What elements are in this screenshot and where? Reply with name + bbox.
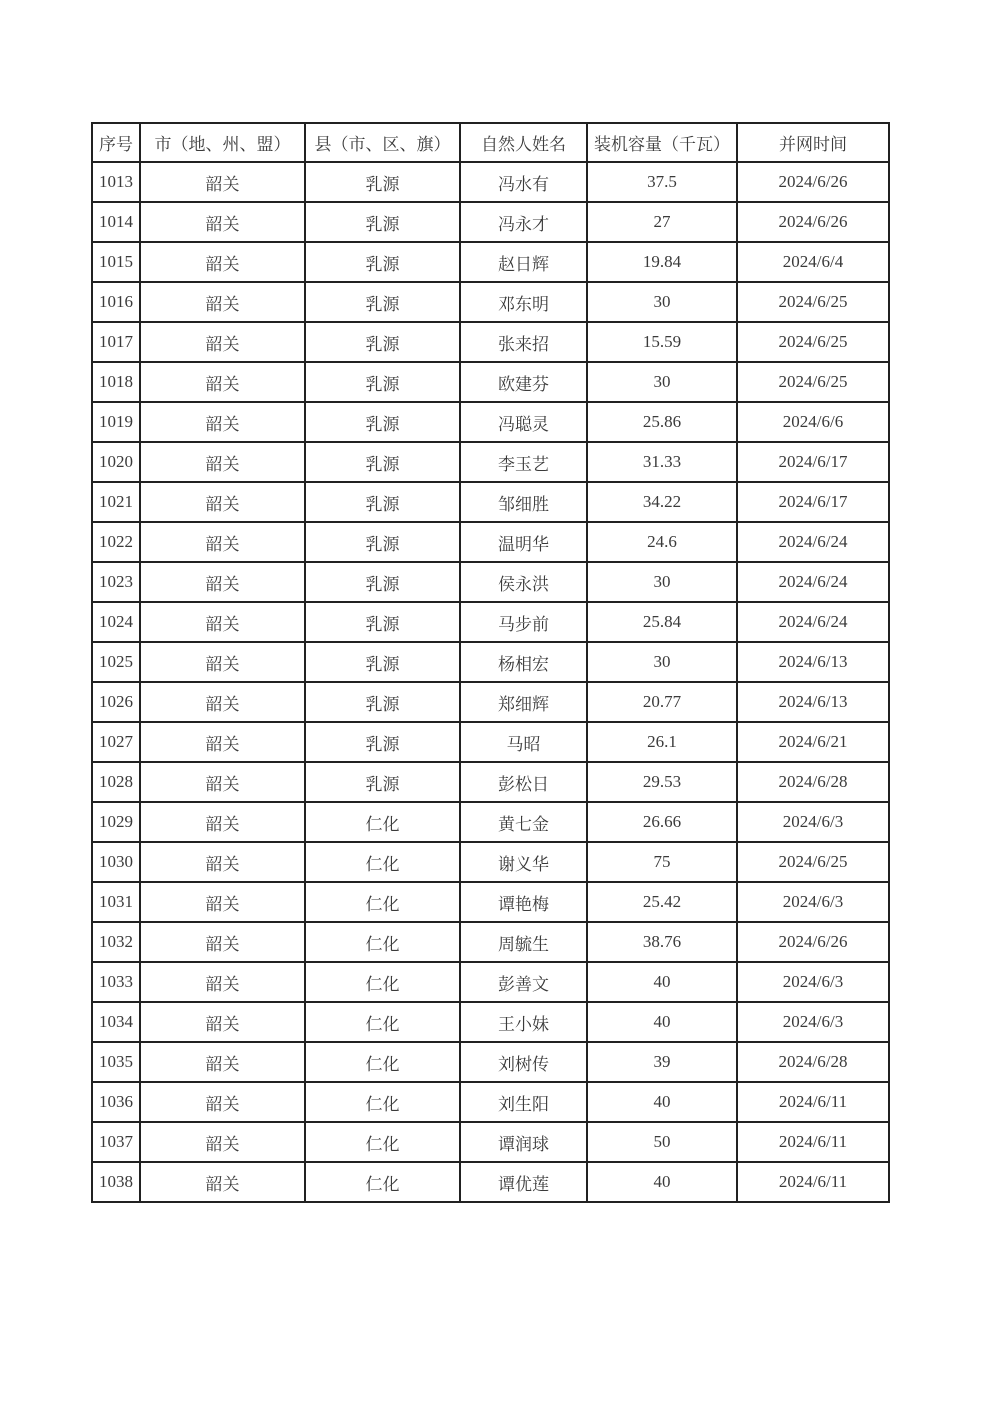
cell-grid-date: 2024/6/24 <box>737 602 889 642</box>
cell-person-name: 黄七金 <box>460 802 587 842</box>
cell-person-name: 彭善文 <box>460 962 587 1002</box>
cell-capacity-kw: 75 <box>587 842 737 882</box>
cell-capacity-kw: 39 <box>587 1042 737 1082</box>
cell-person-name: 邹细胜 <box>460 482 587 522</box>
cell-city: 韶关 <box>140 282 305 322</box>
cell-serial-number: 1035 <box>92 1042 140 1082</box>
cell-serial-number: 1032 <box>92 922 140 962</box>
cell-person-name: 马昭 <box>460 722 587 762</box>
cell-county: 仁化 <box>305 1122 460 1162</box>
cell-city: 韶关 <box>140 682 305 722</box>
cell-grid-date: 2024/6/17 <box>737 482 889 522</box>
cell-capacity-kw: 38.76 <box>587 922 737 962</box>
cell-city: 韶关 <box>140 1042 305 1082</box>
table-row <box>92 802 889 842</box>
cell-serial-number: 1019 <box>92 402 140 442</box>
cell-county: 乳源 <box>305 362 460 402</box>
cell-capacity-kw: 31.33 <box>587 442 737 482</box>
cell-capacity-kw: 29.53 <box>587 762 737 802</box>
cell-serial-number: 1030 <box>92 842 140 882</box>
cell-county: 乳源 <box>305 562 460 602</box>
cell-person-name: 刘生阳 <box>460 1082 587 1122</box>
cell-city: 韶关 <box>140 1082 305 1122</box>
cell-grid-date: 2024/6/3 <box>737 962 889 1002</box>
cell-county: 乳源 <box>305 282 460 322</box>
cell-person-name: 谢义华 <box>460 842 587 882</box>
header-capacity-kw: 装机容量（千瓦） <box>587 123 737 162</box>
cell-serial-number: 1015 <box>92 242 140 282</box>
cell-grid-date: 2024/6/21 <box>737 722 889 762</box>
cell-person-name: 冯聪灵 <box>460 402 587 442</box>
cell-capacity-kw: 26.1 <box>587 722 737 762</box>
cell-city: 韶关 <box>140 322 305 362</box>
cell-capacity-kw: 40 <box>587 1002 737 1042</box>
table-row <box>92 402 889 442</box>
header-serial-number: 序号 <box>92 123 140 162</box>
table-row <box>92 642 889 682</box>
cell-capacity-kw: 37.5 <box>587 162 737 202</box>
cell-person-name: 温明华 <box>460 522 587 562</box>
table-row <box>92 522 889 562</box>
cell-city: 韶关 <box>140 1122 305 1162</box>
cell-capacity-kw: 30 <box>587 642 737 682</box>
cell-county: 乳源 <box>305 602 460 642</box>
cell-city: 韶关 <box>140 802 305 842</box>
cell-county: 仁化 <box>305 1162 460 1202</box>
cell-grid-date: 2024/6/26 <box>737 922 889 962</box>
cell-serial-number: 1025 <box>92 642 140 682</box>
cell-city: 韶关 <box>140 562 305 602</box>
cell-serial-number: 1033 <box>92 962 140 1002</box>
cell-serial-number: 1016 <box>92 282 140 322</box>
cell-capacity-kw: 30 <box>587 562 737 602</box>
cell-county: 仁化 <box>305 1042 460 1082</box>
cell-serial-number: 1017 <box>92 322 140 362</box>
cell-serial-number: 1028 <box>92 762 140 802</box>
cell-city: 韶关 <box>140 442 305 482</box>
cell-grid-date: 2024/6/6 <box>737 402 889 442</box>
cell-city: 韶关 <box>140 1002 305 1042</box>
cell-person-name: 周毓生 <box>460 922 587 962</box>
cell-city: 韶关 <box>140 722 305 762</box>
cell-capacity-kw: 27 <box>587 202 737 242</box>
cell-grid-date: 2024/6/24 <box>737 522 889 562</box>
cell-city: 韶关 <box>140 242 305 282</box>
cell-grid-date: 2024/6/25 <box>737 362 889 402</box>
cell-grid-date: 2024/6/25 <box>737 842 889 882</box>
cell-city: 韶关 <box>140 1162 305 1202</box>
cell-city: 韶关 <box>140 202 305 242</box>
table-row <box>92 962 889 1002</box>
header-grid-date: 并网时间 <box>737 123 889 162</box>
cell-city: 韶关 <box>140 402 305 442</box>
cell-person-name: 郑细辉 <box>460 682 587 722</box>
grid-connection-table <box>91 122 890 1203</box>
cell-person-name: 张来招 <box>460 322 587 362</box>
cell-county: 乳源 <box>305 322 460 362</box>
cell-grid-date: 2024/6/13 <box>737 682 889 722</box>
cell-city: 韶关 <box>140 482 305 522</box>
cell-serial-number: 1036 <box>92 1082 140 1122</box>
cell-serial-number: 1029 <box>92 802 140 842</box>
table-row <box>92 1122 889 1162</box>
table-row <box>92 842 889 882</box>
cell-grid-date: 2024/6/24 <box>737 562 889 602</box>
table-row <box>92 322 889 362</box>
cell-serial-number: 1022 <box>92 522 140 562</box>
cell-person-name: 邓东明 <box>460 282 587 322</box>
cell-city: 韶关 <box>140 642 305 682</box>
cell-county: 乳源 <box>305 202 460 242</box>
table-row <box>92 242 889 282</box>
cell-grid-date: 2024/6/28 <box>737 762 889 802</box>
cell-person-name: 李玉艺 <box>460 442 587 482</box>
cell-grid-date: 2024/6/25 <box>737 282 889 322</box>
table-row <box>92 362 889 402</box>
cell-capacity-kw: 25.86 <box>587 402 737 442</box>
cell-grid-date: 2024/6/11 <box>737 1082 889 1122</box>
cell-serial-number: 1020 <box>92 442 140 482</box>
cell-county: 乳源 <box>305 482 460 522</box>
cell-county: 仁化 <box>305 962 460 1002</box>
cell-grid-date: 2024/6/25 <box>737 322 889 362</box>
cell-county: 仁化 <box>305 842 460 882</box>
cell-person-name: 欧建芬 <box>460 362 587 402</box>
table-row <box>92 1082 889 1122</box>
table-row <box>92 602 889 642</box>
cell-capacity-kw: 25.84 <box>587 602 737 642</box>
cell-grid-date: 2024/6/11 <box>737 1122 889 1162</box>
cell-county: 乳源 <box>305 762 460 802</box>
cell-capacity-kw: 26.66 <box>587 802 737 842</box>
table-row <box>92 922 889 962</box>
cell-capacity-kw: 34.22 <box>587 482 737 522</box>
cell-person-name: 彭松日 <box>460 762 587 802</box>
table-row <box>92 682 889 722</box>
cell-capacity-kw: 40 <box>587 1082 737 1122</box>
cell-serial-number: 1027 <box>92 722 140 762</box>
cell-serial-number: 1013 <box>92 162 140 202</box>
cell-serial-number: 1031 <box>92 882 140 922</box>
table-row <box>92 722 889 762</box>
cell-county: 乳源 <box>305 442 460 482</box>
cell-capacity-kw: 40 <box>587 962 737 1002</box>
cell-grid-date: 2024/6/28 <box>737 1042 889 1082</box>
cell-grid-date: 2024/6/26 <box>737 162 889 202</box>
cell-serial-number: 1038 <box>92 1162 140 1202</box>
cell-capacity-kw: 24.6 <box>587 522 737 562</box>
cell-city: 韶关 <box>140 962 305 1002</box>
cell-capacity-kw: 20.77 <box>587 682 737 722</box>
table-header-row <box>92 123 889 162</box>
cell-person-name: 谭优莲 <box>460 1162 587 1202</box>
cell-person-name: 谭艳梅 <box>460 882 587 922</box>
cell-city: 韶关 <box>140 842 305 882</box>
cell-capacity-kw: 25.42 <box>587 882 737 922</box>
cell-county: 仁化 <box>305 882 460 922</box>
cell-capacity-kw: 30 <box>587 282 737 322</box>
table-row <box>92 162 889 202</box>
cell-person-name: 冯永才 <box>460 202 587 242</box>
cell-serial-number: 1014 <box>92 202 140 242</box>
cell-county: 仁化 <box>305 802 460 842</box>
cell-city: 韶关 <box>140 762 305 802</box>
cell-capacity-kw: 40 <box>587 1162 737 1202</box>
header-person-name: 自然人姓名 <box>460 123 587 162</box>
header-city: 市（地、州、盟） <box>140 123 305 162</box>
cell-capacity-kw: 15.59 <box>587 322 737 362</box>
cell-grid-date: 2024/6/3 <box>737 1002 889 1042</box>
cell-county: 仁化 <box>305 1082 460 1122</box>
cell-capacity-kw: 19.84 <box>587 242 737 282</box>
table-row <box>92 762 889 802</box>
table-row <box>92 202 889 242</box>
cell-grid-date: 2024/6/3 <box>737 882 889 922</box>
cell-person-name: 杨相宏 <box>460 642 587 682</box>
table-row <box>92 562 889 602</box>
cell-grid-date: 2024/6/11 <box>737 1162 889 1202</box>
cell-person-name: 王小妹 <box>460 1002 587 1042</box>
cell-county: 乳源 <box>305 642 460 682</box>
table-row <box>92 482 889 522</box>
cell-county: 乳源 <box>305 242 460 282</box>
cell-grid-date: 2024/6/17 <box>737 442 889 482</box>
cell-city: 韶关 <box>140 522 305 562</box>
table-row <box>92 282 889 322</box>
table-row <box>92 1002 889 1042</box>
cell-county: 乳源 <box>305 402 460 442</box>
cell-person-name: 刘树传 <box>460 1042 587 1082</box>
cell-person-name: 马步前 <box>460 602 587 642</box>
cell-county: 仁化 <box>305 1002 460 1042</box>
cell-serial-number: 1037 <box>92 1122 140 1162</box>
cell-grid-date: 2024/6/4 <box>737 242 889 282</box>
cell-serial-number: 1023 <box>92 562 140 602</box>
header-county: 县（市、区、旗） <box>305 123 460 162</box>
cell-city: 韶关 <box>140 162 305 202</box>
cell-serial-number: 1024 <box>92 602 140 642</box>
table-row <box>92 1162 889 1202</box>
cell-county: 乳源 <box>305 162 460 202</box>
table-row <box>92 882 889 922</box>
cell-serial-number: 1026 <box>92 682 140 722</box>
cell-city: 韶关 <box>140 882 305 922</box>
cell-city: 韶关 <box>140 922 305 962</box>
cell-county: 仁化 <box>305 922 460 962</box>
cell-serial-number: 1018 <box>92 362 140 402</box>
cell-grid-date: 2024/6/26 <box>737 202 889 242</box>
cell-person-name: 冯水有 <box>460 162 587 202</box>
cell-serial-number: 1021 <box>92 482 140 522</box>
cell-person-name: 赵日辉 <box>460 242 587 282</box>
cell-grid-date: 2024/6/13 <box>737 642 889 682</box>
cell-county: 乳源 <box>305 722 460 762</box>
cell-county: 乳源 <box>305 682 460 722</box>
cell-grid-date: 2024/6/3 <box>737 802 889 842</box>
cell-county: 乳源 <box>305 522 460 562</box>
table-row <box>92 1042 889 1082</box>
cell-city: 韶关 <box>140 602 305 642</box>
cell-capacity-kw: 30 <box>587 362 737 402</box>
cell-person-name: 谭润球 <box>460 1122 587 1162</box>
cell-person-name: 侯永洪 <box>460 562 587 602</box>
cell-serial-number: 1034 <box>92 1002 140 1042</box>
table-row <box>92 442 889 482</box>
cell-capacity-kw: 50 <box>587 1122 737 1162</box>
cell-city: 韶关 <box>140 362 305 402</box>
